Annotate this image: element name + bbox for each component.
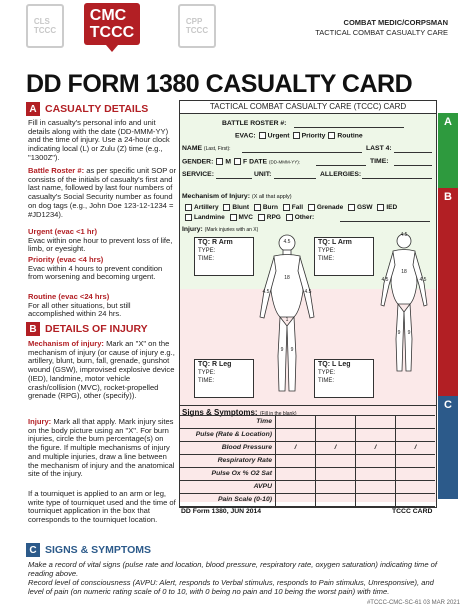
moi-other-field[interactable] [340, 221, 430, 222]
front-chest-pct: 18 [284, 275, 290, 281]
document-code: #TCCC-CMC-SC-61 03 MAR 2021 [366, 600, 460, 606]
time-label: TIME: [370, 158, 389, 165]
header-line-2: TACTICAL COMBAT CASUALTY CARE [315, 28, 448, 37]
section-b-title: DETAILS OF INJURY [45, 323, 148, 335]
time-field[interactable] [394, 165, 432, 166]
priority-help: Priority (evac <4 hrs) Evac within 4 hours to prevent condition from worsening and becoming urgent. [28, 255, 163, 282]
front-head-pct: 4.5 [283, 239, 291, 245]
moi-label: Mechanism of Injury: (X all that apply) [182, 193, 292, 200]
battle-roster-help: Battle Roster #: as per specific unit SOP or consists of the initials of casualty's first and last name, followed by last four numbers of casualty's Social Security number as found on dog tags (e.g., John Doe 123-12-1234 = #JD1234). [28, 166, 177, 219]
service-field[interactable] [216, 178, 252, 179]
card-footer-right: TCCC CARD [392, 508, 433, 515]
cls-tccc-logo: CLS TCCC [26, 4, 64, 48]
injury-help: Injury: Mark all that apply. Mark injury sites on the body picture using an "X". For burn injuries, circle the burn percentage(s) on the figure. If multiple mechanisms of injury and multiple injuries, draw a line between the mechanism of injury and the anatomical site of the injury. [28, 417, 175, 479]
fall-checkbox[interactable] [283, 204, 290, 211]
back-head-pct: 4.5 [400, 232, 408, 238]
injury-label: Injury: (Mark injuries with an X) [182, 226, 259, 233]
tab-a: A [438, 113, 458, 191]
artillery-checkbox[interactable] [185, 204, 192, 211]
priority-checkbox[interactable] [293, 132, 300, 139]
moi-help: Mechanism of injury: Mark an "X" on the mechanism of injury (or cause of injury e.g., artillery, blunt, burn, fall, grenade, gunshot wound (GSW), improvised explosive device (IED), landmine, motor vehicle crash/collision (MVC), rocket-propelled grenade (RPG), other (specify)). [28, 339, 175, 401]
last4-field[interactable] [394, 152, 432, 153]
vitals-row-pulse: Pulse (Rate & Location) [179, 429, 435, 442]
section-c-text-1: Make a record of vital signs (pulse rate and location, blood pressure, respiratory rate, oxygen saturation) indicating time of reading above. [28, 560, 438, 578]
gsw-checkbox[interactable] [348, 204, 355, 211]
tq-right-arm-box[interactable]: TQ: R Arm TYPE: TIME: [194, 237, 254, 276]
vitals-row-avpu: AVPU [179, 481, 435, 494]
vitals-row-time: Time [179, 416, 435, 429]
vitals-row-resp: Respiratory Rate [179, 455, 435, 468]
landmine-checkbox[interactable] [185, 214, 192, 221]
moi-row-1: Artillery Blunt Burn Fall Grenade GSW IED [182, 204, 397, 211]
card-title: TACTICAL COMBAT CASUALTY CARE (TCCC) CARD [180, 101, 436, 114]
back-left-leg-pct: 9 [407, 330, 411, 336]
vitals-table [179, 415, 435, 507]
blunt-checkbox[interactable] [223, 204, 230, 211]
back-right-arm-pct: 4.5 [381, 277, 389, 283]
routine-help: Routine (evac <24 hrs) For all other situations, but still accomplished within 24 hrs. [28, 292, 131, 319]
tq-left-leg-box[interactable]: TQ: L Leg TYPE: TIME: [314, 359, 374, 398]
other-checkbox[interactable] [286, 214, 293, 221]
name-field[interactable] [242, 152, 362, 153]
signs-divider [180, 405, 436, 406]
rpg-checkbox[interactable] [258, 214, 265, 221]
signs-label: Signs & Symptoms: (Fill in the blank) [182, 408, 297, 417]
vitals-row-bp: Blood Pressure / / / / [179, 442, 435, 455]
tab-b: B [438, 188, 458, 397]
tq-left-arm-box[interactable]: TQ: L Arm TYPE: TIME: [314, 237, 374, 276]
routine-checkbox[interactable] [328, 132, 335, 139]
gender-row: GENDER: M F DATE (DD-MMM-YY): [182, 158, 300, 166]
cpp-tccc-logo: CPP TCCC [178, 4, 216, 48]
page-title: DD FORM 1380 CASUALTY CARD [26, 70, 413, 98]
body-back-figure[interactable] [376, 231, 432, 381]
section-b-badge: B [26, 322, 40, 336]
front-left-arm-pct: 4.5 [304, 289, 312, 295]
section-c-title: SIGNS & SYMPTOMS [45, 544, 151, 556]
section-c-text-2: Record level of consciousness (AVPU: Alert, responds to Verbal stimulus, responds to Pain stimulus, Unresponsive), and level of pain (on numeric rating scale of 0 to 10, with 0 being no pain and 10 being the worst pain) with time. [28, 578, 434, 596]
section-a-badge: A [26, 102, 40, 116]
vitals-row-pain: Pain Scale (0-10) [179, 494, 435, 507]
unit-field[interactable] [274, 178, 316, 179]
section-a-intro: Fill in casualty's personal info and unit details along with the date (DD-MMM-YY) and the time of injury. Use a 24-hour clock indicating local (L) or Zulu (Z) time (e.g., "1300Z"). [28, 118, 170, 162]
front-groin-pct: 1 [285, 317, 289, 323]
last4-label: LAST 4: [366, 145, 392, 152]
evac-row: EVAC: Urgent Priority Routine [235, 132, 363, 140]
tourniquet-help: If a tourniquet is applied to an arm or leg, write type of tourniquet used and the time of tourniquet application in the box that corresponds to the tourniquet location. [28, 489, 176, 525]
name-label: NAME (Last, First): [182, 145, 231, 152]
allergies-label: ALLERGIES: [320, 171, 362, 178]
back-right-leg-pct: 9 [397, 330, 401, 336]
male-checkbox[interactable] [216, 158, 223, 165]
body-front-figure[interactable] [254, 231, 320, 401]
tab-c: C [438, 396, 458, 499]
vitals-row-spo2: Pulse Ox % O2 Sat [179, 468, 435, 481]
front-right-arm-pct: 4.5 [262, 289, 270, 295]
battle-roster-label: BATTLE ROSTER #: [222, 120, 287, 127]
urgent-checkbox[interactable] [259, 132, 266, 139]
battle-roster-field[interactable] [294, 127, 404, 128]
section-b-header [26, 322, 148, 336]
cmc-tccc-logo: CMC TCCC [84, 3, 140, 45]
front-right-leg-pct: 9 [280, 347, 284, 353]
mvc-checkbox[interactable] [230, 214, 237, 221]
tq-right-leg-box[interactable]: TQ: R Leg TYPE: TIME: [194, 359, 254, 398]
urgent-help: Urgent (evac <1 hr) Evac within one hour to prevent loss of life, limb, or eyesight. [28, 227, 173, 254]
burn-checkbox[interactable] [254, 204, 261, 211]
section-a-header [26, 102, 148, 116]
front-left-leg-pct: 9 [290, 347, 294, 353]
moi-row-2: Landmine MVC RPG Other: [182, 214, 314, 221]
female-checkbox[interactable] [234, 158, 241, 165]
section-c-badge: C [26, 543, 40, 557]
service-label: SERVICE: [182, 171, 214, 178]
unit-label: UNIT: [254, 171, 272, 178]
date-field[interactable] [316, 165, 366, 166]
section-c-header [26, 543, 151, 557]
header-line-1: COMBAT MEDIC/CORPSMAN [343, 18, 448, 27]
back-left-arm-pct: 4.5 [419, 277, 427, 283]
allergies-field[interactable] [362, 178, 432, 179]
card-footer-left: DD Form 1380, JUN 2014 [181, 508, 262, 515]
ied-checkbox[interactable] [377, 204, 384, 211]
grenade-checkbox[interactable] [308, 204, 315, 211]
back-torso-pct: 18 [401, 269, 407, 275]
section-a-title: CASUALTY DETAILS [45, 103, 149, 115]
